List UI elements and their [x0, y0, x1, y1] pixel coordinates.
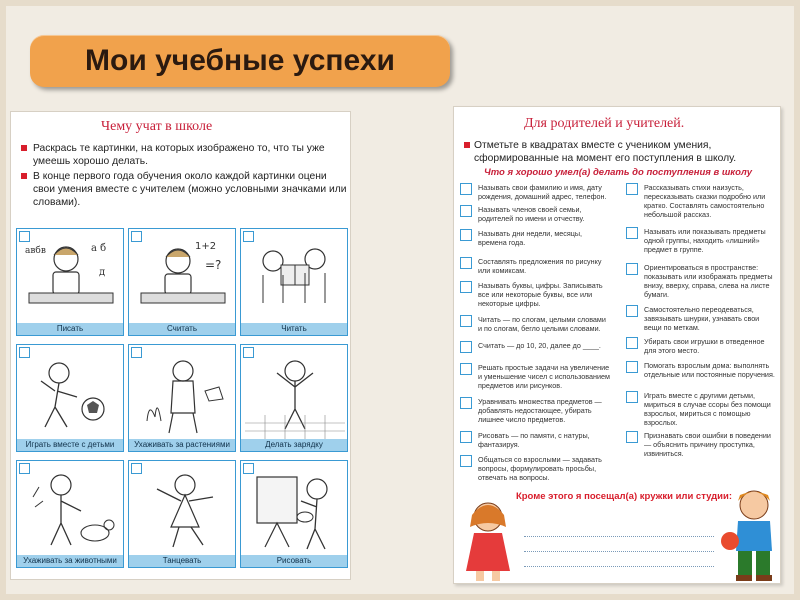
cell-label: Ухаживать за животными — [17, 555, 123, 567]
skill-checkbox[interactable] — [460, 281, 472, 293]
skill-checkbox[interactable] — [626, 183, 638, 195]
skill-checkbox[interactable] — [626, 391, 638, 403]
svg-text:авбв: авбв — [25, 246, 46, 256]
cell-label: Играть вместе с детьми — [17, 439, 123, 451]
skill-item[interactable]: Убирать свои игрушки в отведенное для этого место. — [624, 337, 776, 361]
answer-line[interactable] — [524, 552, 714, 567]
slide-title: Мои учебные успехи — [85, 44, 395, 77]
skills-list-left — [458, 183, 610, 485]
skill-cell-dancing[interactable] — [128, 460, 236, 568]
clubs-answer-lines[interactable] — [524, 522, 714, 567]
slide-title-banner — [30, 35, 450, 87]
skill-cell-painting[interactable] — [240, 460, 348, 568]
skill-checkbox[interactable] — [460, 363, 472, 375]
skill-cell-exercise[interactable] — [240, 344, 348, 452]
cell-label: Ухаживать за растениями — [129, 439, 235, 451]
skill-item[interactable]: Ориентироваться в пространстве: показывать или изображать предметы внизу, вверху, справа, слева на листе бумаги. — [624, 263, 776, 305]
svg-text:=?: =? — [205, 258, 222, 272]
left-page — [10, 111, 351, 580]
dancing-icon — [133, 467, 233, 555]
skill-cell-reading[interactable] — [240, 228, 348, 336]
skill-item[interactable]: Называть дни недели, месяцы, времена года. — [458, 229, 610, 257]
bullet-icon — [21, 145, 27, 151]
skill-checkbox[interactable] — [460, 205, 472, 217]
skill-checkbox[interactable] — [460, 397, 472, 409]
left-page-heading: Чему учат в школе — [101, 119, 213, 134]
skill-item[interactable]: Называть членов своей семьи, родителей по имени и отчеству. — [458, 205, 610, 229]
skill-checkbox[interactable] — [460, 431, 472, 443]
skill-item[interactable]: Называть буквы, цифры. Записывать все или некоторые буквы, все или некоторые цифры. — [458, 281, 610, 315]
skill-item[interactable]: Называть свои фамилию и имя, дату рождения, домашний адрес, телефон. — [458, 183, 610, 205]
right-page-heading: Для родителей и учителей. — [524, 116, 685, 131]
clubs-heading: Кроме этого я посещал(а) кружки или студии: — [515, 491, 733, 502]
boy-illustration-icon — [720, 485, 782, 583]
skill-cell-counting[interactable] — [128, 228, 236, 336]
skill-item[interactable]: Решать простые задачи на увеличение и уменьшение чисел с использованием предметов или рисунков. — [458, 363, 610, 397]
skill-cell-playing[interactable] — [16, 344, 124, 452]
skill-checkbox[interactable] — [460, 455, 472, 467]
cell-label: Делать зарядку — [241, 439, 347, 451]
bullet-icon — [21, 173, 27, 179]
skill-item[interactable]: Уравнивать множества предметов — добавлять недостающее, убирать лишнее число предметов. — [458, 397, 610, 431]
skill-checkbox[interactable] — [626, 431, 638, 443]
skill-checkbox[interactable] — [460, 183, 472, 195]
cell-label: Считать — [129, 323, 235, 335]
instruction-1: Раскрась те картинки, на которых изображено то, что ты уже умеешь хорошо делать. — [19, 142, 349, 168]
skills-subheading: Что я хорошо умел(а) делать до поступления в школу — [484, 167, 752, 178]
svg-text:а б: а б — [91, 243, 107, 254]
skill-item[interactable]: Самостоятельно переодеваться, завязывать шнурки, узнавать свои вещи по меткам. — [624, 305, 776, 337]
skill-item[interactable]: Играть вместе с другими детьми, мириться в случае ссоры без помощи взрослых, мириться с помощью взрослых. — [624, 391, 776, 431]
skill-cell-writing[interactable] — [16, 228, 124, 336]
skill-checkbox[interactable] — [626, 337, 638, 349]
skill-checkbox[interactable] — [460, 257, 472, 269]
skill-cell-animals[interactable] — [16, 460, 124, 568]
answer-line[interactable] — [524, 522, 714, 537]
skill-checkbox[interactable] — [460, 341, 472, 353]
watering-plants-icon — [133, 351, 233, 439]
skill-item[interactable]: Рисовать — по памяти, с натуры, фантазируя. — [458, 431, 610, 455]
child-counting-icon — [133, 235, 233, 323]
skill-checkbox[interactable] — [626, 305, 638, 317]
skill-checkbox[interactable] — [626, 227, 638, 239]
skill-item[interactable]: Признавать свои ошибки в поведении — объяснить причину проступка, извиниться. — [624, 431, 776, 465]
right-page — [453, 106, 781, 584]
skill-item[interactable]: Считать — до 10, 20, далее до ____. — [458, 341, 610, 363]
cell-label: Читать — [241, 323, 347, 335]
right-instruction: Отметьте в квадратах вместе с учеником умения, сформированные на момент его поступления в школу. — [462, 139, 777, 165]
bullet-icon — [464, 142, 470, 148]
skill-checkbox[interactable] — [626, 361, 638, 373]
painting-icon — [245, 467, 345, 555]
cell-label: Писать — [17, 323, 123, 335]
cell-label: Танцевать — [129, 555, 235, 567]
skill-item[interactable]: Рассказывать стихи наизусть, пересказывать сказки подробно или кратко. Составлять самостоятельно небольшой рассказ. — [624, 183, 776, 227]
answer-line[interactable] — [524, 537, 714, 552]
exercise-icon — [245, 351, 345, 439]
skill-checkbox[interactable] — [460, 315, 472, 327]
child-writing-icon — [21, 235, 121, 323]
svg-text:1+2: 1+2 — [195, 241, 217, 252]
children-reading-icon — [245, 235, 345, 323]
cell-label: Рисовать — [241, 555, 347, 567]
skills-list-right — [624, 183, 776, 465]
skill-item[interactable]: Помогать взрослым дома: выполнять отдельные или постоянные поручения. — [624, 361, 776, 391]
children-playing-icon — [21, 351, 121, 439]
skill-item[interactable]: Читать — по слогам, целыми словами и по слогам, бегло целыми словами. — [458, 315, 610, 341]
instruction-2: В конце первого года обучения около каждой картинки оцени свои умения вместе с учителем (можно условными значками или словами). — [19, 170, 349, 209]
skill-checkbox[interactable] — [626, 263, 638, 275]
caring-animals-icon — [21, 467, 121, 555]
skill-item[interactable]: Составлять предложения по рисунку или комиксам. — [458, 257, 610, 281]
svg-text:д: д — [99, 267, 106, 278]
skill-checkbox[interactable] — [460, 229, 472, 241]
skill-item[interactable]: Общаться со взрослыми — задавать вопросы, формулировать просьбы, отвечать на вопросы. — [458, 455, 610, 485]
skill-item[interactable]: Называть или показывать предметы одной группы, находить «лишний» предмет в группе. — [624, 227, 776, 263]
girl-illustration-icon — [456, 497, 520, 583]
skill-cell-plants[interactable] — [128, 344, 236, 452]
